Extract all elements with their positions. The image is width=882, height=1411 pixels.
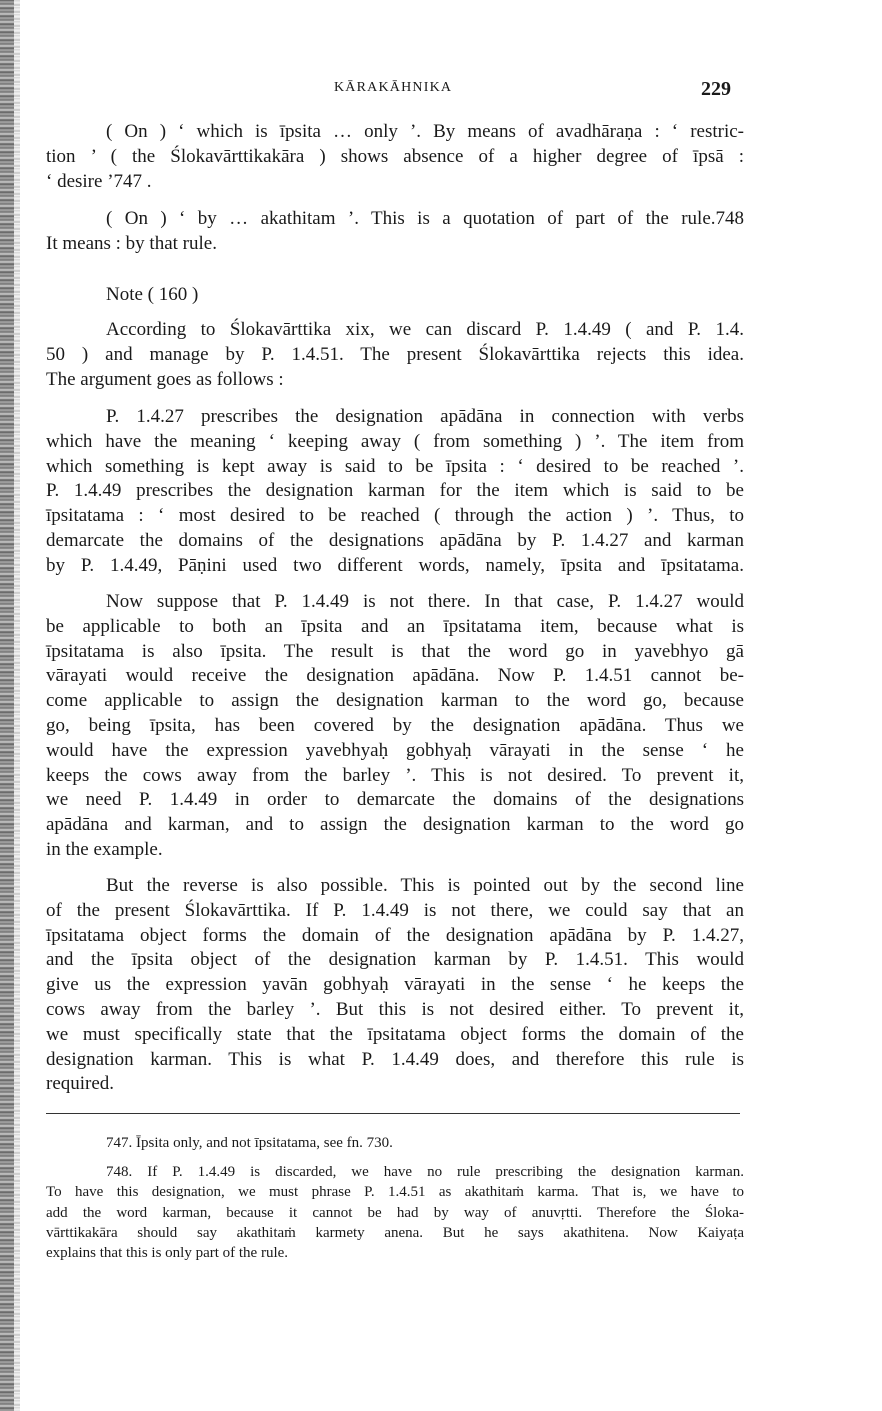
footnote-748 xyxy=(46,1162,744,1263)
text-line: of the present Ślokavārttika. If P. 1.4.49 is not there, we could say that an xyxy=(46,899,744,921)
footnote-line: vārttikakāra should say akathitaṁ karmety anena. But he says akathitena. Now Kaiyaṭa xyxy=(46,1224,744,1241)
text-line: It means : by that rule. xyxy=(46,232,217,254)
footnote-divider xyxy=(46,1113,740,1114)
text-line: in the example. xyxy=(46,838,163,860)
paragraph-p1427 xyxy=(46,405,744,579)
footnote-747 xyxy=(46,1133,744,1153)
footnote-line: To have this designation, we must phrase P. 1.4.51 as akathitaṁ karma. That is, we have to xyxy=(46,1184,744,1201)
text-line: tion ’ ( the Ślokavārttikakāra ) shows absence of a higher degree of īpsā : xyxy=(46,145,744,167)
text-line: go, being īpsita, has been covered by the designation apādāna. Thus we xyxy=(46,714,744,736)
book-binding-shadow xyxy=(14,0,20,1411)
text-line: we must specifically state that the īpsitatama object forms the domain of the xyxy=(46,1023,744,1045)
footnote-line: add the word karman, because it cannot be had by way of anuvṛtti. Therefore the Śloka- xyxy=(46,1204,744,1221)
text-line: ‘ desire ’747 . xyxy=(46,170,152,192)
text-line: designation karman. This is what P. 1.4.49 does, and therefore this rule is xyxy=(46,1048,744,1070)
footnote-line: 747. Īpsita only, and not īpsitatama, see fn. 730. xyxy=(106,1135,393,1151)
text-line: required. xyxy=(46,1073,115,1095)
paragraph-according-to xyxy=(46,318,744,392)
text-line: īpsitatama is also īpsita. The result is that the word go in yavebhyo gā xyxy=(46,640,744,662)
text-line: would have the expression yavebhyaḥ gobhyaḥ vārayati in the sense ‘ he xyxy=(46,739,744,761)
paragraph-on-ipsita xyxy=(46,120,744,194)
text-line: P. 1.4.49 prescribes the designation karman for the item which is said to be xyxy=(46,480,744,502)
text-line: 50 ) and manage by P. 1.4.51. The present Ślokavārttika rejects this idea. xyxy=(46,343,744,365)
text-line: which something is kept away is said to be īpsita : ‘ desired to be reached ’. xyxy=(46,455,744,477)
page-number: 229 xyxy=(701,78,731,100)
text-line: vārayati would receive the designation apādāna. Now P. 1.4.51 cannot be- xyxy=(46,665,744,687)
text-line: ( On ) ‘ which is īpsita … only ’. By means of avadhāraṇa : ‘ restric- xyxy=(106,121,744,142)
text-line: apādāna and karman, and to assign the designation karman to the word go xyxy=(46,814,744,836)
text-line: be applicable to both an īpsita and an īpsitatama item, because what is xyxy=(46,615,744,637)
footnote-line: 748. If P. 1.4.49 is discarded, we have no rule prescribing the designation karman. xyxy=(106,1164,744,1180)
text-line: we need P. 1.4.49 in order to demarcate the domains of the designations xyxy=(46,789,744,811)
text-line: come applicable to assign the designation karman to the word go, because xyxy=(46,690,744,712)
text-line: ( On ) ‘ by … akathitam ’. This is a quotation of part of the rule.748 xyxy=(106,208,744,229)
text-line: According to Ślokavārttika xix, we can discard P. 1.4.49 ( and P. 1.4. xyxy=(106,319,744,340)
text-line: The argument goes as follows : xyxy=(46,368,284,390)
text-line: īpsitatama object forms the domain of the designation apādāna by P. 1.4.27, xyxy=(46,924,744,946)
book-binding-edge xyxy=(0,0,14,1411)
running-head: KĀRAKĀHNIKA xyxy=(334,80,453,95)
text-line: which have the meaning ‘ keeping away ( from something ) ’. The item from xyxy=(46,430,744,452)
text-line: and the īpsita object of the designation karman by P. 1.4.51. This would xyxy=(46,949,744,971)
paragraph-reverse xyxy=(46,874,744,1097)
text-line: But the reverse is also possible. This is pointed out by the second line xyxy=(106,875,744,896)
text-line: give us the expression yavān gobhyaḥ vārayati in the sense ‘ he keeps the xyxy=(46,974,744,996)
text-line: keeps the cows away from the barley ’. This is not desired. To prevent it, xyxy=(46,764,744,786)
text-line: P. 1.4.27 prescribes the designation apādāna in connection with verbs xyxy=(106,406,744,427)
text-line: cows away from the barley ’. But this is not desired either. To prevent it, xyxy=(46,998,744,1020)
note-heading: Note ( 160 ) xyxy=(106,284,199,305)
paragraph-now-suppose xyxy=(46,590,744,863)
text-line: demarcate the domains of the designations apādāna by P. 1.4.27 and karman xyxy=(46,529,744,551)
footnote-line: explains that this is only part of the rule. xyxy=(46,1245,289,1262)
text-line: Now suppose that P. 1.4.49 is not there. In that case, P. 1.4.27 would xyxy=(106,591,744,612)
text-line: īpsitatama : ‘ most desired to be reached ( through the action ) ’. Thus, to xyxy=(46,505,744,527)
paragraph-on-akathitam xyxy=(46,207,744,257)
text-line: by P. 1.4.49, Pāṇini used two different words, namely, īpsita and īpsitatama. xyxy=(46,554,744,576)
